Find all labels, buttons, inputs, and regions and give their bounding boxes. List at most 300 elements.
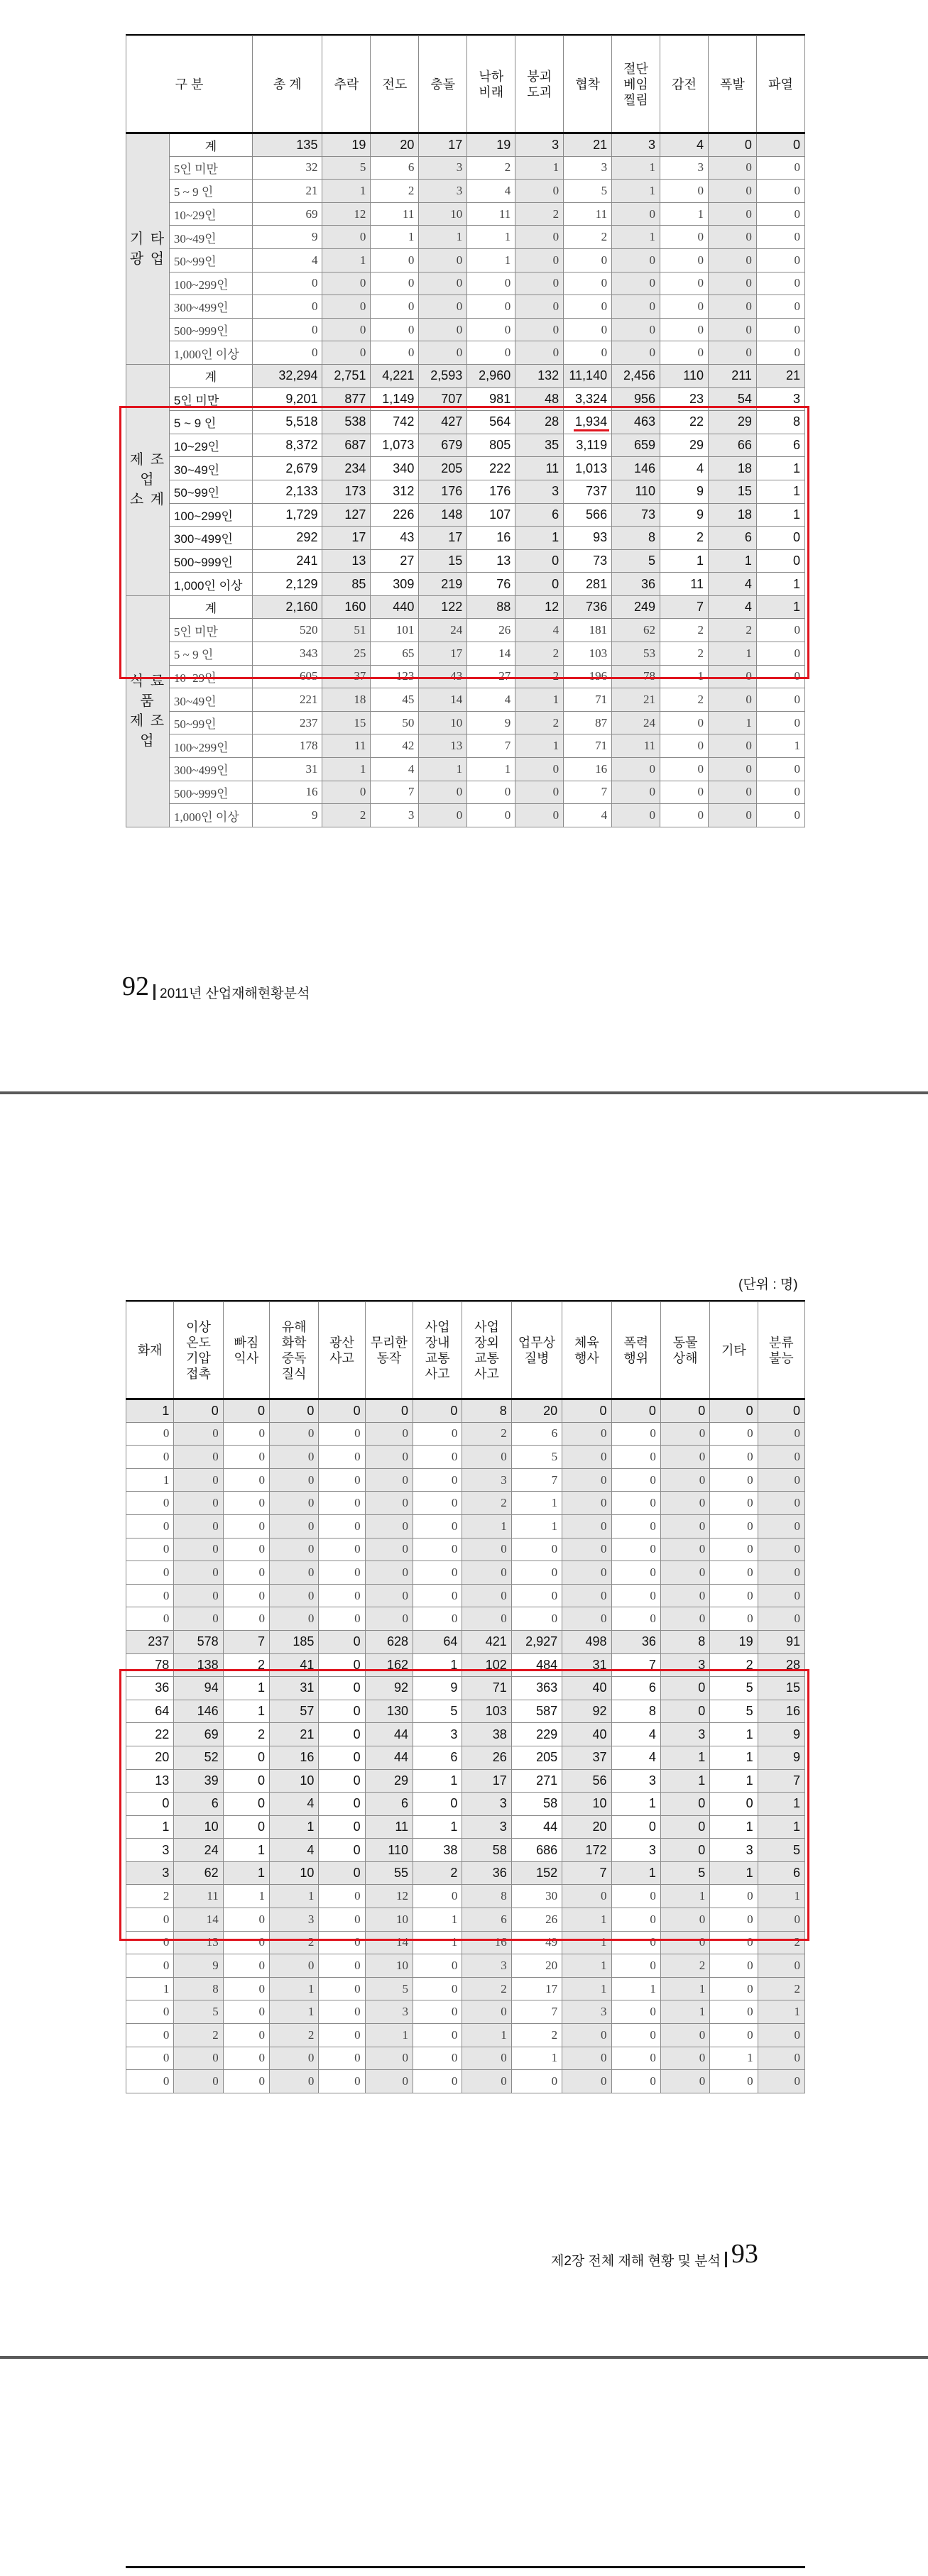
cell-value: 0 xyxy=(710,1607,758,1631)
cell-value: 1 xyxy=(708,711,756,734)
cell-value: 1,729 xyxy=(253,503,322,527)
table-row xyxy=(126,2070,805,2093)
cell-value: 707 xyxy=(419,387,467,411)
column-header: 화재 xyxy=(126,1302,174,1399)
cell-value: 0 xyxy=(710,1561,758,1585)
cell-value: 1 xyxy=(758,2000,804,2024)
cell-value: 3 xyxy=(660,1723,709,1746)
cell-value: 172 xyxy=(562,1839,611,1862)
cell-value: 7 xyxy=(223,1630,269,1653)
cell-value: 1 xyxy=(660,1977,709,2000)
cell-value: 10 xyxy=(562,1793,611,1816)
cell-value: 0 xyxy=(756,619,804,642)
cell-value: 659 xyxy=(612,434,660,457)
cell-value: 0 xyxy=(365,1492,413,1515)
cell-value: 0 xyxy=(611,1954,660,1978)
cell-value: 421 xyxy=(462,1630,511,1653)
cell-value: 1 xyxy=(708,642,756,666)
cell-value: 205 xyxy=(511,1746,562,1769)
table-row xyxy=(126,527,805,550)
cell-value: 0 xyxy=(660,781,709,804)
cell-value: 0 xyxy=(126,1908,174,1932)
row-label: 500~999인 xyxy=(169,549,252,573)
cell-value: 2 xyxy=(322,804,371,827)
cell-value: 1 xyxy=(660,1769,709,1793)
cell-value: 1 xyxy=(413,1815,462,1839)
cell-value: 12 xyxy=(365,1885,413,1908)
cell-value: 37 xyxy=(562,1746,611,1769)
cell-value: 0 xyxy=(708,804,756,827)
column-header: 체육 행사 xyxy=(562,1302,611,1399)
cell-value: 8,372 xyxy=(253,434,322,457)
cell-value: 1 xyxy=(710,1861,758,1885)
cell-value: 1 xyxy=(270,1885,319,1908)
cell-value: 4 xyxy=(611,1746,660,1769)
cell-value: 3 xyxy=(612,133,660,157)
cell-value: 51 xyxy=(322,619,371,642)
cell-value: 0 xyxy=(223,1908,269,1932)
cell-value: 0 xyxy=(467,272,515,295)
cell-value: 6 xyxy=(462,1908,511,1932)
cell-value: 20 xyxy=(511,1399,562,1423)
cell-value: 877 xyxy=(322,387,371,411)
cell-value: 0 xyxy=(413,1538,462,1561)
footer-title: 제2장 전체 재해 현황 및 분석 xyxy=(551,2253,721,2269)
cell-value: 0 xyxy=(413,1885,462,1908)
cell-value: 2 xyxy=(660,688,709,712)
cell-value: 11 xyxy=(365,1815,413,1839)
cell-value: 0 xyxy=(253,318,322,341)
cell-value: 0 xyxy=(708,734,756,758)
table-row xyxy=(126,1538,805,1561)
cell-value: 343 xyxy=(253,642,322,666)
cell-value: 1 xyxy=(126,1815,174,1839)
cell-value: 0 xyxy=(756,272,804,295)
cell-value: 0 xyxy=(758,2070,804,2093)
table-row xyxy=(126,226,805,249)
cell-value: 3 xyxy=(562,2000,611,2024)
cell-value: 20 xyxy=(511,1954,562,1978)
cell-value: 0 xyxy=(612,341,660,365)
cell-value: 0 xyxy=(756,781,804,804)
cell-value: 0 xyxy=(270,1538,319,1561)
cell-value: 22 xyxy=(660,411,709,434)
cell-value: 2 xyxy=(413,1861,462,1885)
cell-value: 6 xyxy=(174,1793,223,1816)
cell-value: 0 xyxy=(660,734,709,758)
cell-value: 2 xyxy=(515,665,564,688)
cell-value: 0 xyxy=(710,1492,758,1515)
table-row xyxy=(126,642,805,666)
cell-value: 64 xyxy=(413,1630,462,1653)
cell-value: 28 xyxy=(515,411,564,434)
row-label: 계 xyxy=(169,595,252,619)
cell-value: 160 xyxy=(322,595,371,619)
cell-value: 0 xyxy=(319,1538,365,1561)
cell-value: 0 xyxy=(562,1446,611,1469)
cell-value: 32 xyxy=(253,156,322,180)
cell-value: 1 xyxy=(322,180,371,203)
cell-value: 0 xyxy=(708,318,756,341)
cell-value: 0 xyxy=(660,1492,709,1515)
cell-value: 1 xyxy=(126,1399,174,1423)
cell-value: 2 xyxy=(174,2024,223,2047)
cell-value: 2,679 xyxy=(253,457,322,480)
cell-value: 0 xyxy=(319,1700,365,1723)
cell-value: 178 xyxy=(253,734,322,758)
cell-value: 4 xyxy=(467,688,515,712)
cell-value: 1 xyxy=(223,1677,269,1700)
cell-value: 0 xyxy=(223,1954,269,1978)
table-row xyxy=(126,1815,805,1839)
cell-value: 146 xyxy=(612,457,660,480)
cell-value: 5 xyxy=(710,1677,758,1700)
cell-value: 0 xyxy=(371,295,419,319)
cell-value: 2 xyxy=(660,1954,709,1978)
cell-value: 0 xyxy=(562,2047,611,2070)
row-label: 50~99인 xyxy=(169,480,252,503)
table-row xyxy=(126,434,805,457)
table-row xyxy=(126,758,805,781)
cell-value: 0 xyxy=(174,1492,223,1515)
cell-value: 0 xyxy=(708,341,756,365)
cell-value: 11 xyxy=(564,202,612,226)
cell-value: 0 xyxy=(365,1446,413,1469)
cell-value: 1 xyxy=(511,1492,562,1515)
cell-value: 18 xyxy=(708,457,756,480)
cell-value: 7 xyxy=(611,1653,660,1677)
cell-value: 3 xyxy=(660,1653,709,1677)
cell-value: 8 xyxy=(611,1700,660,1723)
cell-value: 0 xyxy=(562,1399,611,1423)
table-row xyxy=(126,573,805,596)
cell-value: 1 xyxy=(462,1514,511,1538)
cell-value: 0 xyxy=(611,1422,660,1446)
cell-value: 0 xyxy=(462,1446,511,1469)
cell-value: 1 xyxy=(612,156,660,180)
cell-value: 103 xyxy=(564,642,612,666)
cell-value: 0 xyxy=(611,1815,660,1839)
cell-value: 26 xyxy=(462,1746,511,1769)
cell-value: 1 xyxy=(126,1977,174,2000)
cell-value: 1 xyxy=(758,1793,804,1816)
cell-value: 9 xyxy=(660,480,709,503)
cell-value: 28 xyxy=(758,1653,804,1677)
cell-value: 0 xyxy=(708,781,756,804)
cell-value: 5 xyxy=(710,1700,758,1723)
table-top-rule xyxy=(126,2566,805,2568)
cell-value: 229 xyxy=(511,1723,562,1746)
table-row xyxy=(126,1561,805,1585)
cell-value: 0 xyxy=(611,1584,660,1607)
cell-value: 8 xyxy=(462,1885,511,1908)
cell-value: 0 xyxy=(365,2070,413,2093)
cell-value: 36 xyxy=(612,573,660,596)
cell-value: 0 xyxy=(758,1422,804,1446)
cell-value: 53 xyxy=(612,642,660,666)
cell-value: 0 xyxy=(174,1514,223,1538)
column-header: 전도 xyxy=(371,36,419,133)
cell-value: 0 xyxy=(365,2047,413,2070)
cell-value: 0 xyxy=(126,1422,174,1446)
table-row xyxy=(126,1584,805,1607)
cell-value: 0 xyxy=(413,1954,462,1978)
cell-value: 1 xyxy=(223,1885,269,1908)
cell-value: 5 xyxy=(660,1861,709,1885)
cell-value: 0 xyxy=(419,248,467,272)
cell-value: 0 xyxy=(126,2000,174,2024)
cell-value: 0 xyxy=(419,781,467,804)
cell-value: 0 xyxy=(562,2070,611,2093)
cell-value: 1 xyxy=(660,549,709,573)
cell-value: 0 xyxy=(319,1492,365,1515)
column-header: 총 계 xyxy=(253,36,322,133)
cell-value: 6 xyxy=(756,434,804,457)
cell-value: 0 xyxy=(660,758,709,781)
cell-value: 0 xyxy=(758,1561,804,1585)
cell-value: 0 xyxy=(319,1885,365,1908)
cell-value: 1 xyxy=(710,1815,758,1839)
cell-value: 0 xyxy=(562,1584,611,1607)
cell-value: 0 xyxy=(319,1653,365,1677)
cell-value: 6 xyxy=(365,1793,413,1816)
cell-value: 146 xyxy=(174,1700,223,1723)
cell-value: 31 xyxy=(270,1677,319,1700)
cell-value: 185 xyxy=(270,1630,319,1653)
cell-value: 3 xyxy=(419,180,467,203)
cell-value: 0 xyxy=(467,804,515,827)
cell-value: 484 xyxy=(511,1653,562,1677)
cell-value: 0 xyxy=(756,688,804,712)
cell-value: 0 xyxy=(126,1538,174,1561)
column-header: 사업 장외 교통 사고 xyxy=(462,1302,511,1399)
cell-value: 5 xyxy=(758,1839,804,1862)
cell-value: 37 xyxy=(322,665,371,688)
cell-value: 0 xyxy=(319,1399,365,1423)
cell-value: 0 xyxy=(756,665,804,688)
cell-value: 1 xyxy=(467,248,515,272)
table-row xyxy=(126,688,805,712)
row-label: 10~29인 xyxy=(169,434,252,457)
cell-value: 181 xyxy=(564,619,612,642)
cell-value: 48 xyxy=(515,387,564,411)
table-row-total xyxy=(126,1399,805,1423)
cell-value: 0 xyxy=(413,2047,462,2070)
cell-value: 3,119 xyxy=(564,434,612,457)
cell-value: 132 xyxy=(515,364,564,387)
cell-value: 0 xyxy=(371,272,419,295)
cell-value: 0 xyxy=(365,1538,413,1561)
cell-value: 29 xyxy=(660,434,709,457)
cell-value: 0 xyxy=(612,272,660,295)
cell-value: 3 xyxy=(462,1815,511,1839)
table-row xyxy=(126,1653,805,1677)
cell-value: 2 xyxy=(462,1492,511,1515)
cell-value: 0 xyxy=(660,1908,709,1932)
cell-value: 0 xyxy=(756,133,804,157)
cell-value: 0 xyxy=(660,1468,709,1492)
cell-value: 0 xyxy=(708,133,756,157)
cell-value: 43 xyxy=(371,527,419,550)
cell-value: 2 xyxy=(660,642,709,666)
cell-value: 0 xyxy=(515,248,564,272)
cell-value: 0 xyxy=(223,1492,269,1515)
cell-value: 0 xyxy=(612,781,660,804)
cell-value: 1 xyxy=(710,1723,758,1746)
table-row xyxy=(126,1468,805,1492)
cell-value: 2 xyxy=(515,202,564,226)
cell-value: 2 xyxy=(660,527,709,550)
cell-value: 23 xyxy=(660,387,709,411)
cell-value: 628 xyxy=(365,1630,413,1653)
cell-value: 0 xyxy=(126,1793,174,1816)
cell-value: 1 xyxy=(756,595,804,619)
cell-value: 1,073 xyxy=(371,434,419,457)
cell-value: 0 xyxy=(758,1584,804,1607)
cell-value: 0 xyxy=(365,1399,413,1423)
cell-value: 0 xyxy=(756,202,804,226)
cell-value: 0 xyxy=(611,1514,660,1538)
cell-value: 237 xyxy=(253,711,322,734)
cell-value: 1 xyxy=(467,758,515,781)
cell-value: 241 xyxy=(253,549,322,573)
highlight-underline-11140 xyxy=(574,429,609,431)
cell-value: 173 xyxy=(322,480,371,503)
group-label: 제 조 업 소 계 xyxy=(126,364,170,595)
cell-value: 0 xyxy=(467,781,515,804)
cell-value: 2,593 xyxy=(419,364,467,387)
cell-value: 3 xyxy=(365,2000,413,2024)
table-row-total xyxy=(126,133,805,157)
cell-value: 0 xyxy=(319,1931,365,1954)
cell-value: 2 xyxy=(462,1422,511,1446)
cell-value: 78 xyxy=(612,665,660,688)
cell-value: 36 xyxy=(611,1630,660,1653)
cell-value: 21 xyxy=(270,1723,319,1746)
cell-value: 16 xyxy=(564,758,612,781)
cell-value: 78 xyxy=(126,1653,174,1677)
column-header: 광산 사고 xyxy=(319,1302,365,1399)
cell-value: 1 xyxy=(413,1908,462,1932)
cell-value: 0 xyxy=(413,1793,462,1816)
cell-value: 0 xyxy=(660,1607,709,1631)
cell-value: 4 xyxy=(270,1839,319,1862)
cell-value: 0 xyxy=(710,1584,758,1607)
cell-value: 1 xyxy=(611,1793,660,1816)
cell-value: 0 xyxy=(174,1399,223,1423)
cell-value: 10 xyxy=(365,1908,413,1932)
cell-value: 3 xyxy=(462,1954,511,1978)
cell-value: 0 xyxy=(660,1561,709,1585)
cell-value: 7 xyxy=(371,781,419,804)
cell-value: 0 xyxy=(564,248,612,272)
cell-value: 91 xyxy=(758,1630,804,1653)
cell-value: 0 xyxy=(174,1422,223,1446)
cell-value: 32,294 xyxy=(253,364,322,387)
cell-value: 1 xyxy=(611,1977,660,2000)
cell-value: 0 xyxy=(612,804,660,827)
row-label: 5 ~ 9 인 xyxy=(169,411,252,434)
cell-value: 805 xyxy=(467,434,515,457)
cell-value: 0 xyxy=(419,272,467,295)
cell-value: 0 xyxy=(319,1815,365,1839)
cell-value: 1 xyxy=(511,2047,562,2070)
cell-value: 564 xyxy=(467,411,515,434)
cell-value: 1 xyxy=(467,226,515,249)
cell-value: 11 xyxy=(174,1885,223,1908)
cell-value: 0 xyxy=(462,1584,511,1607)
cell-value: 0 xyxy=(562,1468,611,1492)
cell-value: 44 xyxy=(511,1815,562,1839)
cell-value: 88 xyxy=(467,595,515,619)
cell-value: 4 xyxy=(611,1723,660,1746)
cell-value: 85 xyxy=(322,573,371,596)
cell-value: 127 xyxy=(322,503,371,527)
cell-value: 152 xyxy=(511,1861,562,1885)
cell-value: 737 xyxy=(564,480,612,503)
cell-value: 101 xyxy=(371,619,419,642)
cell-value: 0 xyxy=(319,1607,365,1631)
table-row xyxy=(126,711,805,734)
table-row xyxy=(126,734,805,758)
cell-value: 20 xyxy=(371,133,419,157)
cell-value: 0 xyxy=(462,1561,511,1585)
cell-value: 0 xyxy=(322,295,371,319)
cell-value: 1 xyxy=(756,480,804,503)
column-header: 파열 xyxy=(756,36,804,133)
cell-value: 8 xyxy=(612,527,660,550)
cell-value: 686 xyxy=(511,1839,562,1862)
cell-value: 31 xyxy=(562,1653,611,1677)
column-header: 낙하 비래 xyxy=(467,36,515,133)
cell-value: 3 xyxy=(564,156,612,180)
cell-value: 9 xyxy=(758,1723,804,1746)
cell-value: 7 xyxy=(467,734,515,758)
cell-value: 0 xyxy=(270,1422,319,1446)
cell-value: 3 xyxy=(515,133,564,157)
cell-value: 6 xyxy=(758,1861,804,1885)
cell-value: 71 xyxy=(462,1677,511,1700)
page-footer-92 xyxy=(122,971,310,1002)
table-row xyxy=(126,1677,805,1700)
cell-value: 0 xyxy=(611,1468,660,1492)
cell-value: 1 xyxy=(270,2000,319,2024)
row-label: 500~999인 xyxy=(169,781,252,804)
cell-value: 4 xyxy=(660,133,709,157)
cell-value: 1 xyxy=(756,457,804,480)
cell-value: 5 xyxy=(322,156,371,180)
table-row xyxy=(126,549,805,573)
cell-value: 1 xyxy=(223,1700,269,1723)
column-header: 기타 xyxy=(710,1302,758,1399)
cell-value: 0 xyxy=(223,1977,269,2000)
cell-value: 0 xyxy=(413,2070,462,2093)
cell-value: 0 xyxy=(319,1861,365,1885)
cell-value: 0 xyxy=(611,1492,660,1515)
cell-value: 0 xyxy=(270,1954,319,1978)
row-label: 30~49인 xyxy=(169,688,252,712)
cell-value: 1 xyxy=(419,226,467,249)
cell-value: 0 xyxy=(223,2047,269,2070)
cell-value: 0 xyxy=(126,1931,174,1954)
cell-value: 0 xyxy=(319,1422,365,1446)
cell-value: 18 xyxy=(322,688,371,712)
table-row-total xyxy=(126,364,805,387)
table-row xyxy=(126,1908,805,1932)
cell-value: 0 xyxy=(710,2024,758,2047)
cell-value: 0 xyxy=(319,2070,365,2093)
cell-value: 1 xyxy=(611,1861,660,1885)
